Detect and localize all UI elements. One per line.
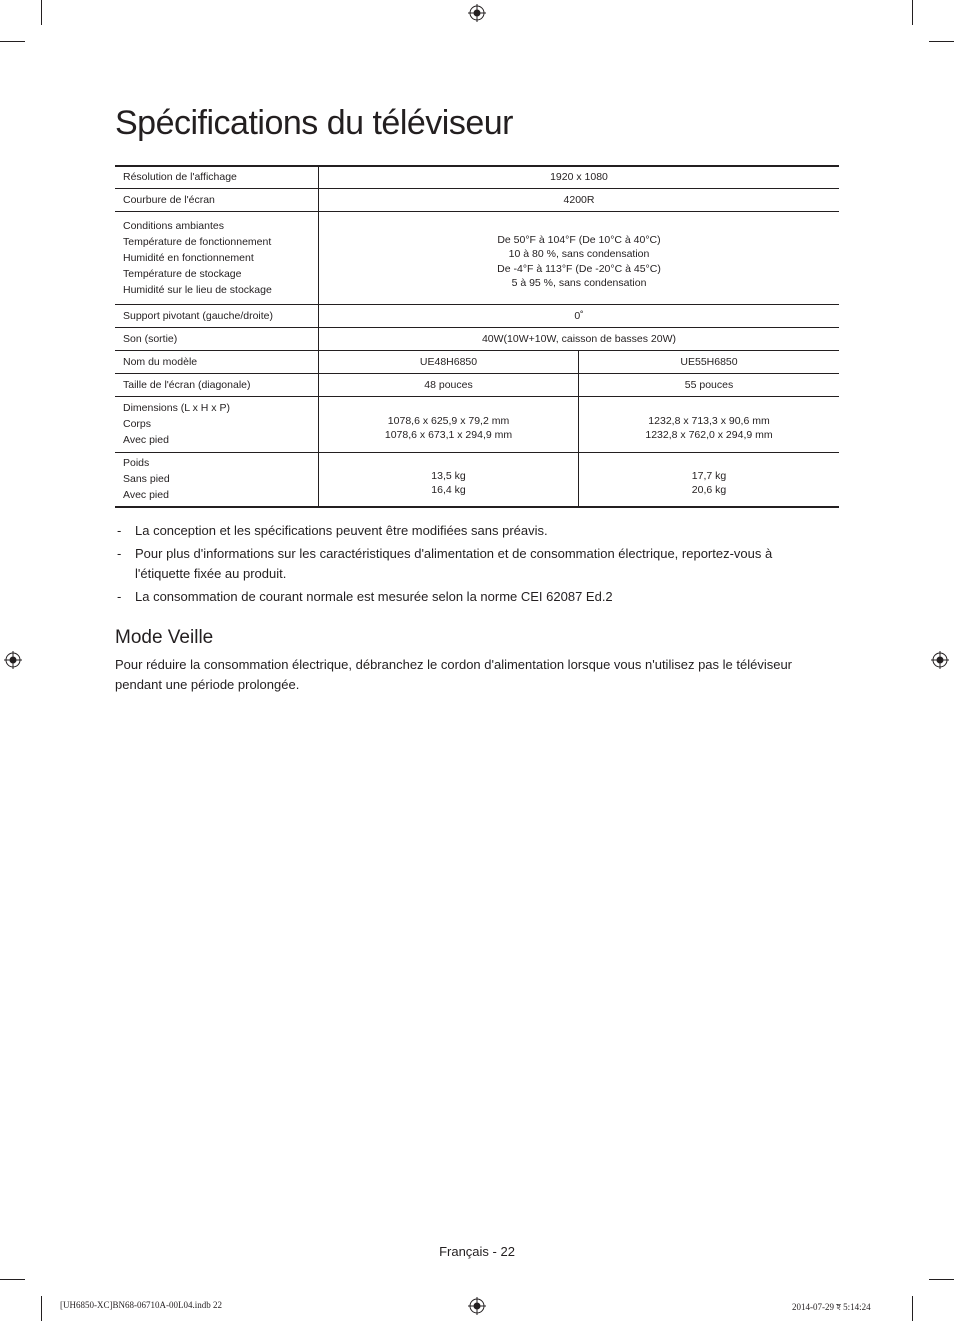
row-label: Dimensions (L x H x P) Corps Avec pied bbox=[115, 396, 319, 452]
footer-datetime: 2014-07-29 ꠁ 5:14:24 bbox=[792, 1302, 871, 1312]
crop-mark bbox=[41, 0, 42, 25]
table-row bbox=[115, 350, 839, 373]
table-row bbox=[115, 188, 839, 211]
row-label: Support pivotant (gauche/droite) bbox=[115, 304, 319, 327]
footer-file: [UH6850-XC]BN68-06710A-00L04.indb 22 bbox=[60, 1300, 222, 1310]
table-row bbox=[115, 211, 839, 304]
row-value: 4200R bbox=[319, 188, 840, 211]
list-item: - La conception et les spécifications peuvent être modifiées sans préavis. bbox=[115, 521, 805, 541]
notes-list bbox=[115, 521, 805, 610]
crop-mark bbox=[929, 41, 954, 42]
registration-mark-icon bbox=[468, 4, 486, 22]
bullet-dash: - bbox=[117, 589, 122, 604]
table-row bbox=[115, 304, 839, 327]
row-label: Taille de l'écran (diagonale) bbox=[115, 373, 319, 396]
crop-mark bbox=[41, 1296, 42, 1321]
crop-mark bbox=[0, 1279, 25, 1280]
bullet-dash: - bbox=[117, 546, 122, 561]
table-row bbox=[115, 396, 839, 452]
crop-mark bbox=[929, 1279, 954, 1280]
spec-table bbox=[115, 165, 839, 508]
table-row bbox=[115, 166, 839, 188]
section-title: Mode Veille bbox=[115, 627, 214, 648]
list-item: - La consommation de courant normale est mesurée selon la norme CEI 62087 Ed.2 bbox=[115, 587, 805, 607]
row-value: 1920 x 1080 bbox=[550, 171, 608, 184]
registration-mark-icon bbox=[468, 1297, 486, 1315]
registration-mark-icon bbox=[4, 651, 22, 669]
row-label: Résolution de l'affichage bbox=[115, 166, 319, 188]
row-label: Son (sortie) bbox=[115, 327, 319, 350]
table-row bbox=[115, 327, 839, 350]
crop-mark bbox=[912, 0, 913, 25]
row-label: Nom du modèle bbox=[115, 350, 319, 373]
crop-mark bbox=[0, 41, 25, 42]
table-row bbox=[115, 373, 839, 396]
row-label: Courbure de l'écran bbox=[115, 188, 319, 211]
bullet-dash: - bbox=[117, 523, 122, 538]
row-label: Poids Sans pied Avec pied bbox=[115, 452, 319, 507]
section-body: Pour réduire la consommation électrique, débranchez le cordon d'alimentation lorsque vous n'utilisez pas le téléviseur pendant une période prolongée. bbox=[115, 657, 793, 692]
row-value: 13,5 kg 16,4 kg bbox=[319, 452, 579, 507]
model-48: UE48H6850 bbox=[319, 350, 579, 373]
list-item: - Pour plus d'informations sur les caractéristiques d'alimentation et de consommation électrique, reportez-vous à l'étiquette fixée au produit. bbox=[117, 546, 773, 581]
row-value: 48 pouces bbox=[319, 373, 579, 396]
row-value: De 50°F à 104°F (De 10°C à 40°C) 10 à 80 %, sans condensation De -4°F à 113°F (De -20°C à 45°C) 5 à 95 %, sans condensation bbox=[319, 211, 840, 304]
page-title: Spécifications du téléviseur bbox=[115, 104, 514, 142]
row-value: 55 pouces bbox=[579, 373, 840, 396]
row-value: 1078,6 x 625,9 x 79,2 mm 1078,6 x 673,1 x 294,9 mm bbox=[319, 396, 579, 452]
model-55: UE55H6850 bbox=[579, 350, 840, 373]
registration-mark-icon bbox=[931, 651, 949, 669]
table-row bbox=[115, 452, 839, 507]
row-value: 40W(10W+10W, caisson de basses 20W) bbox=[319, 327, 840, 350]
row-value: 17,7 kg 20,6 kg bbox=[579, 452, 840, 507]
row-label: Conditions ambiantes Température de fonctionnement Humidité en fonctionnement Température de stockage Humidité sur le lieu de stockage bbox=[115, 211, 319, 304]
crop-mark bbox=[912, 1296, 913, 1321]
row-value: 1232,8 x 713,3 x 90,6 mm 1232,8 x 762,0 x 294,9 mm bbox=[579, 396, 840, 452]
page-number: Français - 22 bbox=[439, 1244, 515, 1259]
row-value: 0˚ bbox=[319, 304, 840, 327]
